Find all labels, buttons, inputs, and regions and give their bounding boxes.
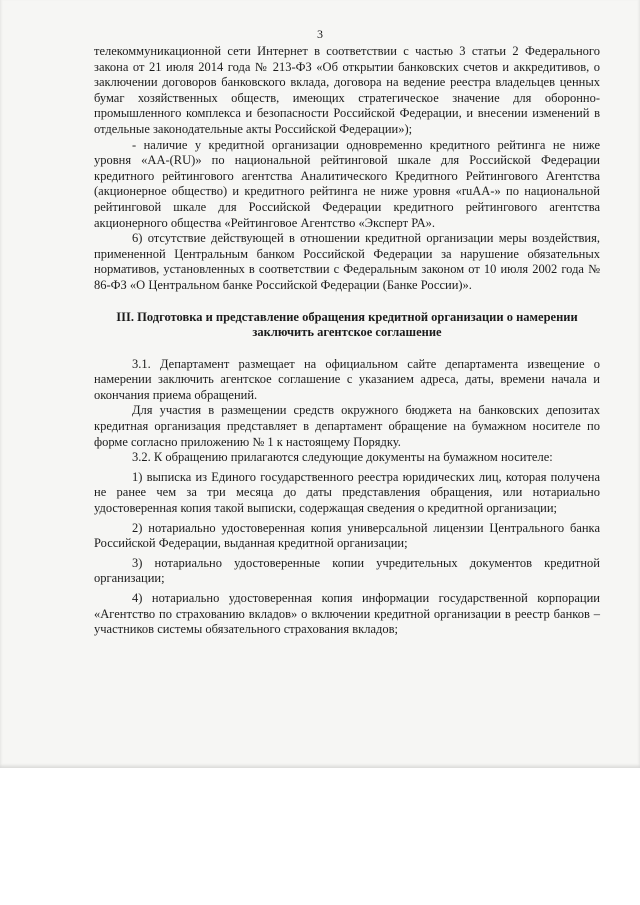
section-heading: III. Подготовка и представление обращения кредитной организации о намерении заключить агентское соглашение: [116, 309, 578, 340]
document-body: [94, 44, 600, 638]
paragraph-internet-law: телекоммуникационной сети Интернет в соответствии с частью 3 статьи 2 Федерального закона от 21 июля 2014 года № 213-ФЗ «Об открытии банковских счетов и аккредитивов, о заключении договоров банковского вклада, договора на ведение реестра владельцев ценных бумаг хозяйственных обществ, имеющих стратегическое значение для оборонно-промышленного комплекса и безопасности Российской Федерации, и внесении изменений в отдельные законодательные акты Российской Федерации»);: [94, 44, 600, 136]
list-item-2: 2) нотариально удостоверенная копия универсальной лицензии Центрального банка Российской Федерации, выданная кредитной организации;: [94, 520, 600, 551]
list-item-1: 1) выписка из Единого государственного реестра юридических лиц, которая получена не ранее чем за три месяца до даты представления обращения, или нотариально удостоверенная копия такой выписки, содержащая сведения о кредитной организации;: [94, 469, 600, 516]
paragraph-participation: Для участия в размещении средств окружного бюджета на банковских депозитах кредитная организация представляет в департамент обращение на бумажном носителе по форме согласно приложению № 1 к настоящему Порядку.: [94, 403, 600, 449]
paragraph-3-1: 3.1. Департамент размещает на официальном сайте департамента извещение о намерении заключить агентское соглашение с указанием адреса, даты, времени начала и окончания приема обращений.: [94, 356, 600, 402]
list-item-3: 3) нотариально удостоверенные копии учредительных документов кредитной организации;: [94, 555, 600, 586]
page-number: 3: [317, 27, 323, 41]
paragraph-credit-rating: - наличие у кредитной организации одновременно кредитного рейтинга не ниже уровня «AA-(RU)» по национальной рейтинговой шкале для Российской Федерации кредитного рейтингового агентства Аналитического Кредитного Рейтингового Агентства (акционерное общество) и кредитного рейтинга не ниже уровня «ruAA-» по национальной рейтинговой шкале для Российской Федерации кредитного рейтингового агентства акционерного общества «Рейтинговое Агентство «Эксперт РА».: [94, 137, 600, 230]
list-item-4: 4) нотариально удостоверенная копия информации государственной корпорации «Агентство по страхованию вкладов» о включении кредитной организации в реестр банков – участников системы обязательного страхования вкладов;: [94, 591, 600, 637]
paragraph-3-2: 3.2. К обращению прилагаются следующие документы на бумажном носителе:: [132, 450, 553, 465]
paragraph-no-sanctions: 6) отсутствие действующей в отношении кредитной организации меры воздействия, примененной Центральным банком Российской Федерации за нарушение обязательных нормативов, установленных в соответствии с Федеральным законом от 10 июля 2002 года № 86-ФЗ «О Центральном банке Российской Федерации (Банке России)».: [94, 231, 600, 292]
